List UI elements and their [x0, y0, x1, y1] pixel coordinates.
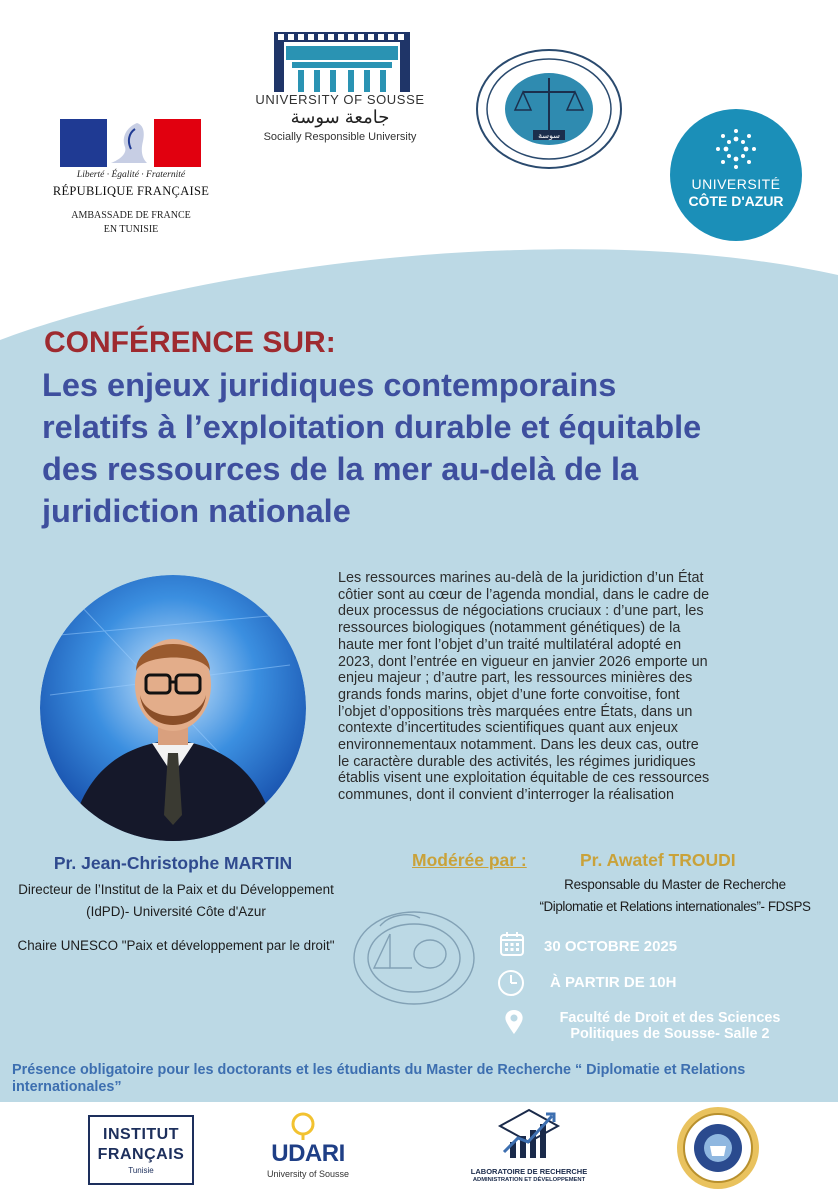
title-line: des ressources de la mer au-delà de la — [42, 451, 639, 487]
title-line: juridiction nationale — [42, 493, 351, 529]
cote-azur-line-2: CÔTE D'AZUR — [688, 193, 784, 209]
abstract-line: établis visent une exploitation équitable de ces ressources — [338, 770, 710, 787]
university-seal-gold-icon — [676, 1106, 760, 1190]
dot-burst-icon — [715, 128, 757, 170]
udari-name: UDARI — [271, 1140, 345, 1167]
scales-of-justice-seal-icon — [475, 48, 623, 170]
udari-subtitle: University of Sousse — [266, 1169, 350, 1179]
speaker-name: Pr. Jean-Christophe MARTIN — [53, 853, 293, 873]
university-of-sousse-logo — [268, 30, 416, 96]
abstract-line: haute mer font l’objet d’un traité multilatéral adopté en — [338, 636, 682, 653]
anniversary-seal-watermark-icon — [350, 908, 478, 1006]
clock-icon — [497, 969, 525, 997]
event-time: À PARTIR DE 10H — [550, 974, 677, 991]
growth-chart-icon — [496, 1108, 562, 1166]
abstract-line: enjeu majeur ; d’autre part, les ressources minières des — [338, 670, 693, 687]
seal-label: سوسة — [538, 131, 560, 140]
republique-motto: Liberté · Égalité · Fraternité — [76, 170, 186, 180]
laboratoire-line-2: ADMINISTRATION ET DÉVELOPPEMENT — [472, 1177, 586, 1183]
moderator-name: Pr. Awatef TROUDI — [580, 850, 736, 870]
moderator-title-line-2: “Diplomatie et Relations internationales”- FDSPS — [539, 899, 811, 914]
event-place-line-2: Politiques de Sousse- Salle 2 — [570, 1026, 770, 1042]
calendar-icon — [498, 930, 526, 958]
moderator-label: Modérée par : — [412, 850, 527, 870]
event-date: 30 OCTOBRE 2025 — [544, 938, 678, 955]
abstract-line: le caractère durable des activités, les régimes juridiques — [338, 753, 696, 770]
university-of-sousse-tagline: Socially Responsible University — [263, 131, 417, 143]
abstract-line: Les ressources marines au-delà de la juridiction d’un État — [338, 570, 704, 586]
conference-abstract — [338, 570, 798, 804]
republique-name: RÉPUBLIQUE FRANÇAISE — [52, 184, 210, 198]
title-line: relatifs à l’exploitation durable et équitable — [42, 409, 702, 445]
abstract-line: grands fonds marins, objet d’une forte convoitise, font — [338, 686, 680, 703]
conference-title — [42, 364, 832, 532]
university-of-sousse-arabic: جامعة سوسة — [290, 107, 390, 127]
abstract-line: ressources biologiques (notamment génétiques) de la — [338, 620, 681, 637]
marianne-icon — [107, 119, 154, 167]
location-pin-icon — [500, 1008, 528, 1036]
title-line: Les enjeux juridiques contemporains — [42, 367, 617, 403]
republique-francaise-flag — [60, 119, 201, 167]
abstract-line: contexte d’incertitudes scientifiques quant aux enjeux — [338, 720, 678, 737]
ambassade-label — [50, 209, 212, 237]
moderator-title-line-1: Responsable du Master de Recherche — [564, 877, 786, 892]
speaker-title-line-1: Directeur de l’Institut de la Paix et du Développement — [18, 882, 334, 897]
abstract-line: communes, dont il convient d’interroger la réalisation — [338, 787, 674, 804]
speaker-title-line-2: (IdPD)- Université Côte d'Azur — [86, 904, 266, 919]
attendance-notice: Présence obligatoire pour les doctorants et les étudiants du Master de Recherche “ Diplomatie et Relations internationales” — [12, 1062, 746, 1095]
speaker-chair: Chaire UNESCO "Paix et développement par le droit" — [17, 938, 335, 953]
ambassade-line-2: EN TUNISIE — [103, 224, 159, 235]
institut-francais-line-2: FRANÇAIS — [97, 1146, 185, 1163]
laboratoire-line-1: LABORATOIRE DE RECHERCHE — [470, 1167, 588, 1176]
event-place — [530, 1010, 810, 1042]
cote-azur-line-1: UNIVERSITÉ — [691, 176, 781, 192]
abstract-line: côtier sont au cœur de l’agenda mondial, dans le cadre de — [338, 586, 710, 603]
abstract-line: 2023, dont l’entrée en vigueur en janvier 2026 emporte un — [338, 653, 708, 670]
abstract-line: l’objet d’oppositions très marquées entre États, dans un — [338, 703, 693, 720]
university-of-sousse-name: UNIVERSITY OF SOUSSE — [255, 92, 425, 107]
event-place-line-1: Faculté de Droit et des Sciences — [559, 1010, 781, 1026]
ambassade-line-1: AMBASSADE DE FRANCE — [71, 210, 191, 221]
abstract-line: deux processus de négociations cruciaux : d’une part, les — [338, 603, 704, 620]
abstract-line: environnementaux notamment. Dans les deux cas, outre — [338, 737, 699, 754]
speaker-photo — [40, 575, 306, 841]
institut-francais-line-1: INSTITUT — [103, 1126, 179, 1143]
institut-francais-line-3: Tunisie — [128, 1166, 154, 1175]
conference-label: CONFÉRENCE SUR: — [44, 326, 336, 359]
